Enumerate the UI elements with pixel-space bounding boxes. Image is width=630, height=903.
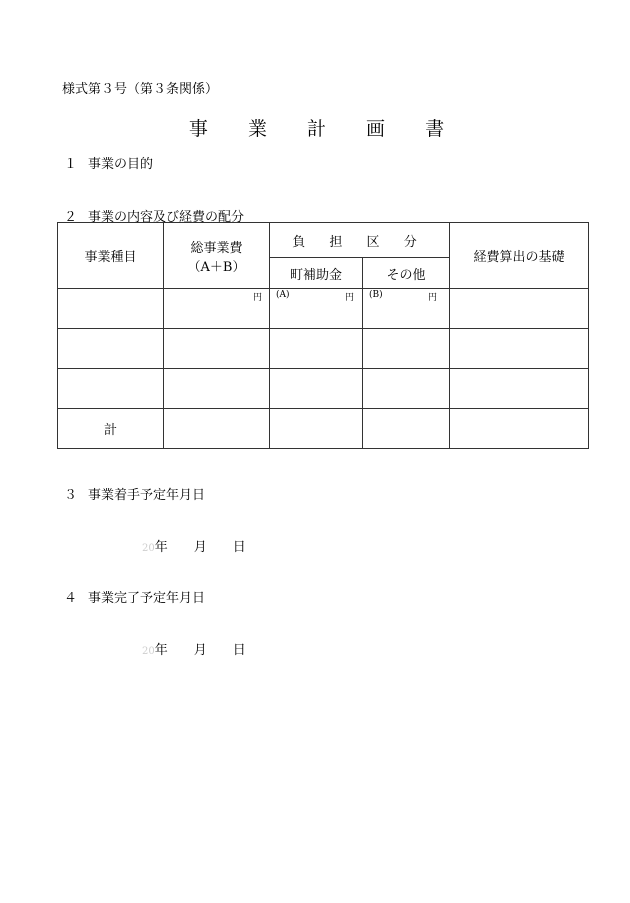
- section-label: 事業着手予定年月日: [88, 488, 206, 503]
- expense-allocation-table: [57, 222, 589, 449]
- table-cell[interactable]: [363, 409, 450, 449]
- section-4-heading: [64, 587, 205, 606]
- table-cell[interactable]: [363, 369, 450, 409]
- table-row: [58, 329, 589, 369]
- table-cell[interactable]: [270, 369, 363, 409]
- section-number: １: [64, 157, 78, 172]
- header-total-cost-line2: （A＋B）: [187, 259, 246, 275]
- yen-unit: 円: [252, 293, 262, 303]
- table-cell[interactable]: [270, 409, 363, 449]
- header-total-cost-line1: 総事業費: [190, 240, 243, 256]
- day-label: 日: [232, 540, 246, 555]
- table-cell[interactable]: [363, 289, 450, 329]
- table-cell[interactable]: [450, 409, 589, 449]
- table-cell[interactable]: [270, 329, 363, 369]
- yen-unit: 円: [427, 293, 437, 303]
- table-cell[interactable]: [363, 329, 450, 369]
- total-label: 計: [58, 409, 164, 449]
- section-number: ３: [64, 488, 78, 503]
- year-label: 年: [154, 540, 168, 555]
- section-label: 事業完了予定年月日: [88, 591, 206, 606]
- mark-a: (A): [276, 290, 290, 300]
- table-cell[interactable]: [58, 289, 164, 329]
- month-label: 月: [193, 540, 207, 555]
- day-label: 日: [232, 643, 246, 658]
- mark-b: (B): [369, 290, 383, 300]
- table-cell[interactable]: [164, 289, 270, 329]
- table-cell[interactable]: [58, 329, 164, 369]
- year-label: 年: [154, 643, 168, 658]
- table-row: [58, 369, 589, 409]
- era-prefix: 20: [142, 543, 155, 554]
- table-cell[interactable]: [164, 369, 270, 409]
- header-total-cost: [164, 223, 270, 289]
- section-1-heading: [64, 153, 153, 172]
- table-row: [58, 289, 589, 329]
- header-burden-division: 負 担 区 分: [270, 223, 450, 258]
- table-cell[interactable]: [164, 409, 270, 449]
- table-cell[interactable]: [450, 369, 589, 409]
- era-prefix: 20: [142, 646, 155, 657]
- total-row: [58, 409, 589, 449]
- header-town-subsidy: 町補助金: [270, 258, 363, 289]
- section-label: 事業の内容及び経費の配分: [88, 210, 245, 225]
- table-cell[interactable]: [270, 289, 363, 329]
- table-cell[interactable]: [164, 329, 270, 369]
- section-3-heading: [64, 484, 205, 503]
- header-other: その他: [363, 258, 450, 289]
- completion-date-line: [142, 639, 246, 658]
- header-project-type: 事業種目: [58, 223, 164, 289]
- section-label: 事業の目的: [88, 157, 154, 172]
- table-cell[interactable]: [450, 329, 589, 369]
- form-number: 様式第３号（第３条関係）: [62, 82, 219, 97]
- document-title: 事 業 計 画 書: [188, 118, 462, 140]
- month-label: 月: [193, 643, 207, 658]
- header-cost-basis: 経費算出の基礎: [450, 223, 589, 289]
- table-cell[interactable]: [450, 289, 589, 329]
- start-date-line: [142, 536, 246, 555]
- section-number: ４: [64, 591, 78, 606]
- section-number: ２: [64, 210, 78, 225]
- table-cell[interactable]: [58, 369, 164, 409]
- yen-unit: 円: [344, 293, 354, 303]
